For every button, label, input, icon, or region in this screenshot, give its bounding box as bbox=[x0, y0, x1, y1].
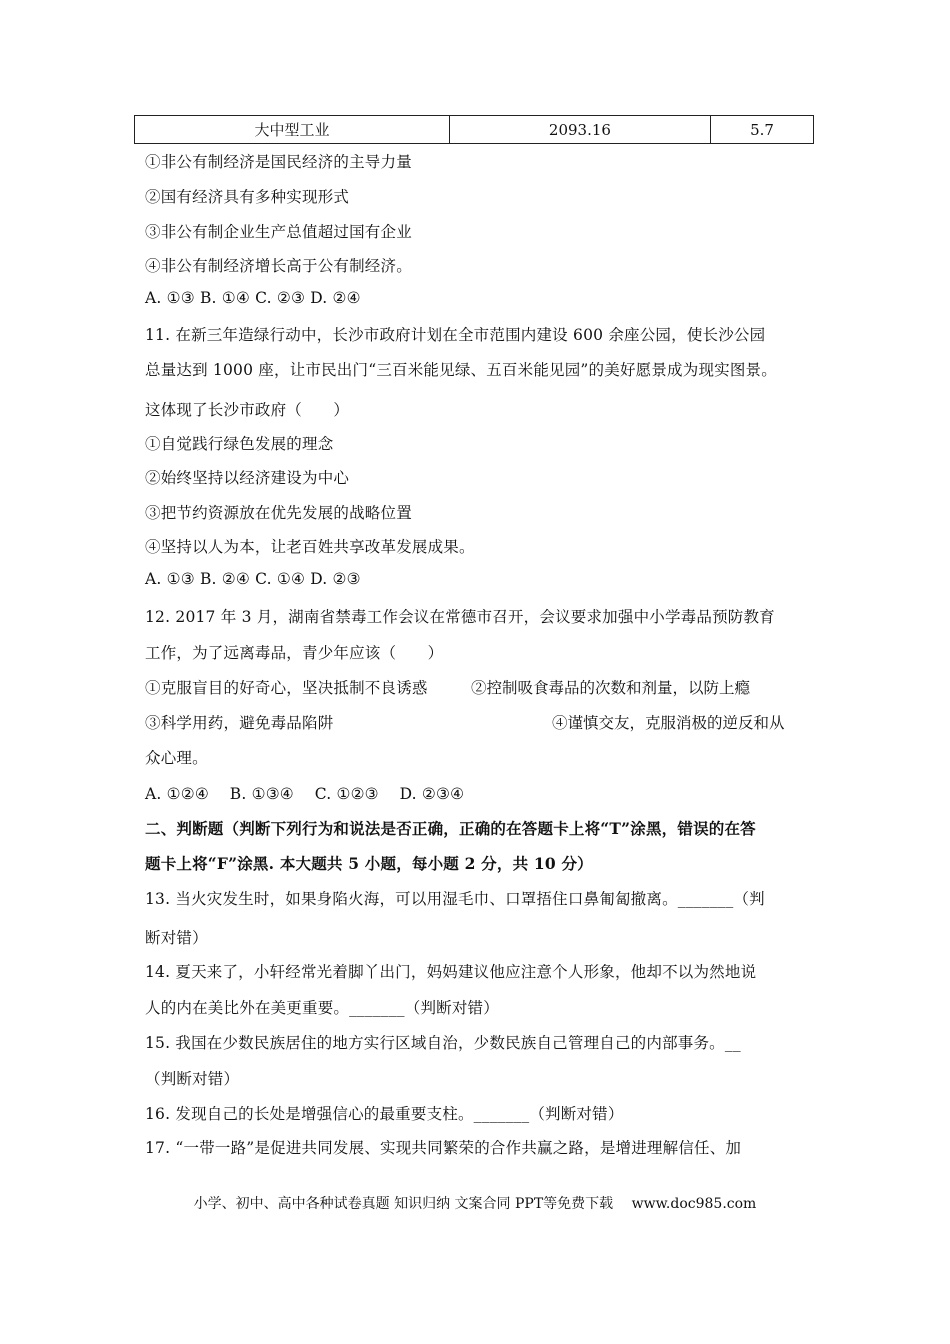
q10-answer-choices: A. ①③ B. ①④ C. ②③ D. ②④ bbox=[145, 289, 361, 307]
q12-option-4-continued: 众心理。 bbox=[145, 749, 208, 767]
q14-line-2: 人的内在美比外在美更重要。_______（判断对错） bbox=[145, 999, 499, 1017]
q12-option-3: ③科学用药，避免毒品陷阱 bbox=[145, 714, 334, 732]
q11-stem-line-3: 这体现了长沙市政府（ ） bbox=[145, 401, 350, 419]
data-table bbox=[134, 115, 814, 144]
q13-line-2: 断对错） bbox=[145, 929, 208, 947]
q11-option-1: ①自觉践行绿色发展的理念 bbox=[145, 435, 334, 453]
page-footer: 小学、初中、高中各种试卷真题 知识归纳 文案合同 PPT等免费下载 www.doc985.com bbox=[193, 1196, 757, 1212]
q10-option-1: ①非公有制经济是国民经济的主导力量 bbox=[145, 153, 412, 171]
q12-answer-choices: A. ①②④ B. ①③④ C. ①②③ D. ②③④ bbox=[145, 785, 465, 803]
table-cell: 2093.16 bbox=[449, 116, 710, 144]
q11-option-4: ④坚持以人为本，让老百姓共享改革发展成果。 bbox=[145, 538, 475, 556]
q10-option-4: ④非公有制经济增长高于公有制经济。 bbox=[145, 257, 412, 275]
section-2-heading-line-1: 二、判断题（判断下列行为和说法是否正确，正确的在答题卡上将“T”涂黑，错误的在答 bbox=[145, 819, 756, 838]
q11-stem-line-2: 总量达到 1000 座，让市民出门“三百米能见绿、五百米能见园”的美好愿景成为现实图景。 bbox=[145, 361, 777, 379]
q10-option-3: ③非公有制企业生产总值超过国有企业 bbox=[145, 223, 412, 241]
q15-line-2: （判断对错） bbox=[145, 1070, 240, 1088]
q11-stem-line-1: 11. 在新三年造绿行动中，长沙市政府计划在全市范围内建设 600 余座公园，使长沙公园 bbox=[145, 326, 766, 344]
q12-stem-line-2: 工作，为了远离毒品，青少年应该（ ） bbox=[145, 644, 444, 662]
q12-option-1: ①克服盲目的好奇心，坚决抵制不良诱惑 bbox=[145, 679, 428, 697]
q13-line-1: 13. 当火灾发生时，如果身陷火海，可以用湿毛巾、口罩捂住口鼻匍匐撤离。_______（判 bbox=[145, 890, 765, 908]
q12-stem-line-1: 12. 2017 年 3 月，湖南省禁毒工作会议在常德市召开，会议要求加强中小学毒品预防教育 bbox=[145, 608, 775, 626]
q16-line-1: 16. 发现自己的长处是增强信心的最重要支柱。_______（判断对错） bbox=[145, 1105, 624, 1123]
q14-line-1: 14. 夏天来了，小轩经常光着脚丫出门，妈妈建议他应注意个人形象，他却不以为然地说 bbox=[145, 963, 757, 981]
q10-option-2: ②国有经济具有多种实现形式 bbox=[145, 188, 350, 206]
q17-line-1: 17. “一带一路”是促进共同发展、实现共同繁荣的合作共赢之路，是增进理解信任、加 bbox=[145, 1139, 742, 1157]
section-2-heading-line-2: 题卡上将“F”涂黑. 本大题共 5 小题，每小题 2 分，共 10 分） bbox=[145, 854, 593, 873]
q11-option-3: ③把节约资源放在优先发展的战略位置 bbox=[145, 504, 412, 522]
q12-option-4: ④谨慎交友，克服消极的逆反和从 bbox=[552, 714, 785, 732]
table-cell: 5.7 bbox=[711, 116, 814, 144]
q15-line-1: 15. 我国在少数民族居住的地方实行区域自治，少数民族自己管理自己的内部事务。__ bbox=[145, 1034, 741, 1052]
table-cell: 大中型工业 bbox=[135, 116, 450, 144]
table-row bbox=[135, 116, 814, 144]
q11-option-2: ②始终坚持以经济建设为中心 bbox=[145, 469, 350, 487]
q11-answer-choices: A. ①③ B. ②④ C. ①④ D. ②③ bbox=[145, 570, 361, 588]
q12-option-2: ②控制吸食毒品的次数和剂量，以防上瘾 bbox=[471, 679, 751, 697]
